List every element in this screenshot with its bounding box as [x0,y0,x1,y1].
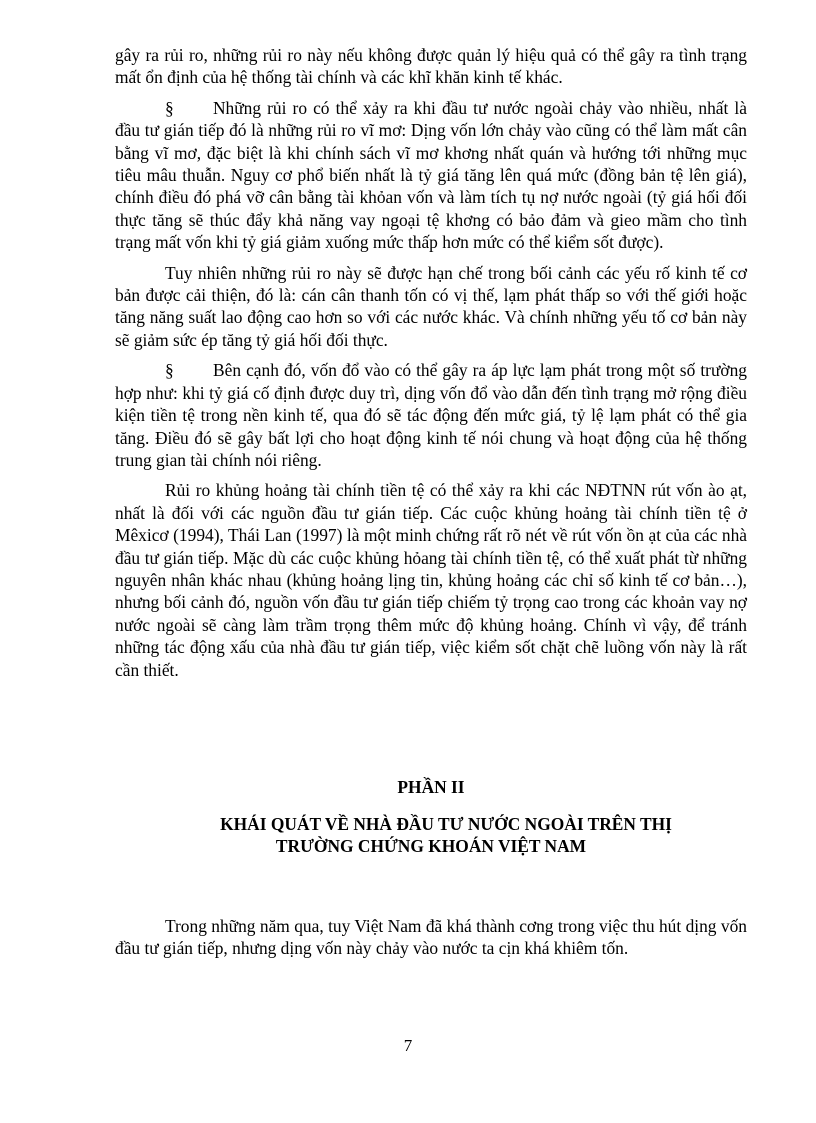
section-heading [115,776,747,857]
document-body [115,44,747,689]
paragraph-text: Những rủi ro có thể xảy ra khi đầu tư nước ngoài chảy vào nhiều, nhất là đầu tư gián tiếp đó là những rủi ro vĩ mơ: Dịng vốn lớn chảy vào cũng có thể làm mất cân bằng vĩ mơ, đặc biệt là khi chính sách vĩ mơ khơng nhất quán và hướng tới những mục tiêu mâu thuẫn. Nguy cơ phổ biến nhất là tỷ giá tăng lên quá mức (đồng bản tệ lên giá), chính điều đó phá vỡ cân bằng tài khỏan vốn và làm tích tụ nợ nước ngoài (tỷ giá hối đối thực tăng sẽ thúc đẩy khả năng vay ngoại tệ khơng có bảo đảm và gieo mầm cho tình trạng mất vốn khi tỷ giá giảm xuống mức thấp hơn mức có thể kiểm sốt được). [115,97,747,253]
paragraph-bullet-inflation [115,359,747,471]
paragraph-closing: Trong những năm qua, tuy Việt Nam đã khá thành cơng trong việc thu hút dịng vốn đầu tư gián tiếp, nhưng dịng vốn này chảy vào nước ta cịn khá khiêm tốn. [115,916,747,959]
section-title-line-1: KHÁI QUÁT VỀ NHÀ ĐẦU TƯ NƯỚC NGOÀI TRÊN THỊ [220,814,672,834]
section-sign-icon: § [165,97,174,118]
paragraph-crisis-risk: Rủi ro khủng hoảng tài chính tiền tệ có thể xảy ra khi các NĐTNN rút vốn ào ạt, nhất là đối với các nguồn đầu tư gián tiếp. Các cuộc khủng hoảng tài chính tiền tệ ở Mêxicơ (1994), Thái Lan (1997) là một minh chứng rất rõ nét về rút vốn ồn ạt của các nhà đầu tư gián tiếp. Mặc dù các cuộc khủng hỏang tài chính tiền tệ, có thể xuất phát từ những nguyên nhân khác nhau (khủng hoảng lịng tin, khủng hoảng các chỉ số kinh tế cơ bản…), nhưng bối cảnh đó, nguồn vốn đầu tư gián tiếp chiếm tỷ trọng cao trong các khoản vay nợ nước ngoài sẽ càng làm trầm trọng thêm mức độ khủng hoảng. Chính vì vậy, để tránh những tác động xấu của nhà đầu tư gián tiếp, việc kiểm sốt chặt chẽ luồng vốn này là rất cần thiết. [115,480,747,680]
page-number: 7 [403,1036,413,1055]
paragraph-bullet-macro-risk [115,97,747,254]
paragraph-text: Bên cạnh đó, vốn đổ vào có thể gây ra áp lực lạm phát trong một số trường hợp như: khi tỷ giá cố định được duy trì, dịng vốn đổ vào dẫn đến tình trạng mở rộng điều kiện tiền tệ trong nền kinh tế, qua đó sẽ tác động đến mức giá, tỷ lệ lạm phát có thể gia tăng. Điều đó sẽ gây bất lợi cho hoạt động kinh tế nói chung và hoạt động của hệ thống trung gian tài chính nói riêng. [115,360,747,470]
section-label: PHẦN II [397,777,465,797]
paragraph-continuation: gây ra rủi ro, những rủi ro này nếu không được quản lý hiệu quả có thể gây ra tình trạng mất ổn định của hệ thống tài chính và các khĩ khăn kinh tế khác. [115,45,747,88]
paragraph-mitigation: Tuy nhiên những rủi ro này sẽ được hạn chế trong bối cảnh các yếu rố kinh tế cơ bản được cải thiện, đó là: cán cân thanh tốn có vị thế, lạm phát thấp so với thế giới hoặc tăng năng suất lao động cao hơn so với các nước khác. Và chính những yếu tố cơ bản này sẽ giảm sức ép tăng tỷ giá hối đối thực. [115,262,747,350]
section-title-line-2: TRƯỜNG CHỨNG KHOÁN VIỆT NAM [275,836,587,856]
section-sign-icon: § [165,360,174,381]
